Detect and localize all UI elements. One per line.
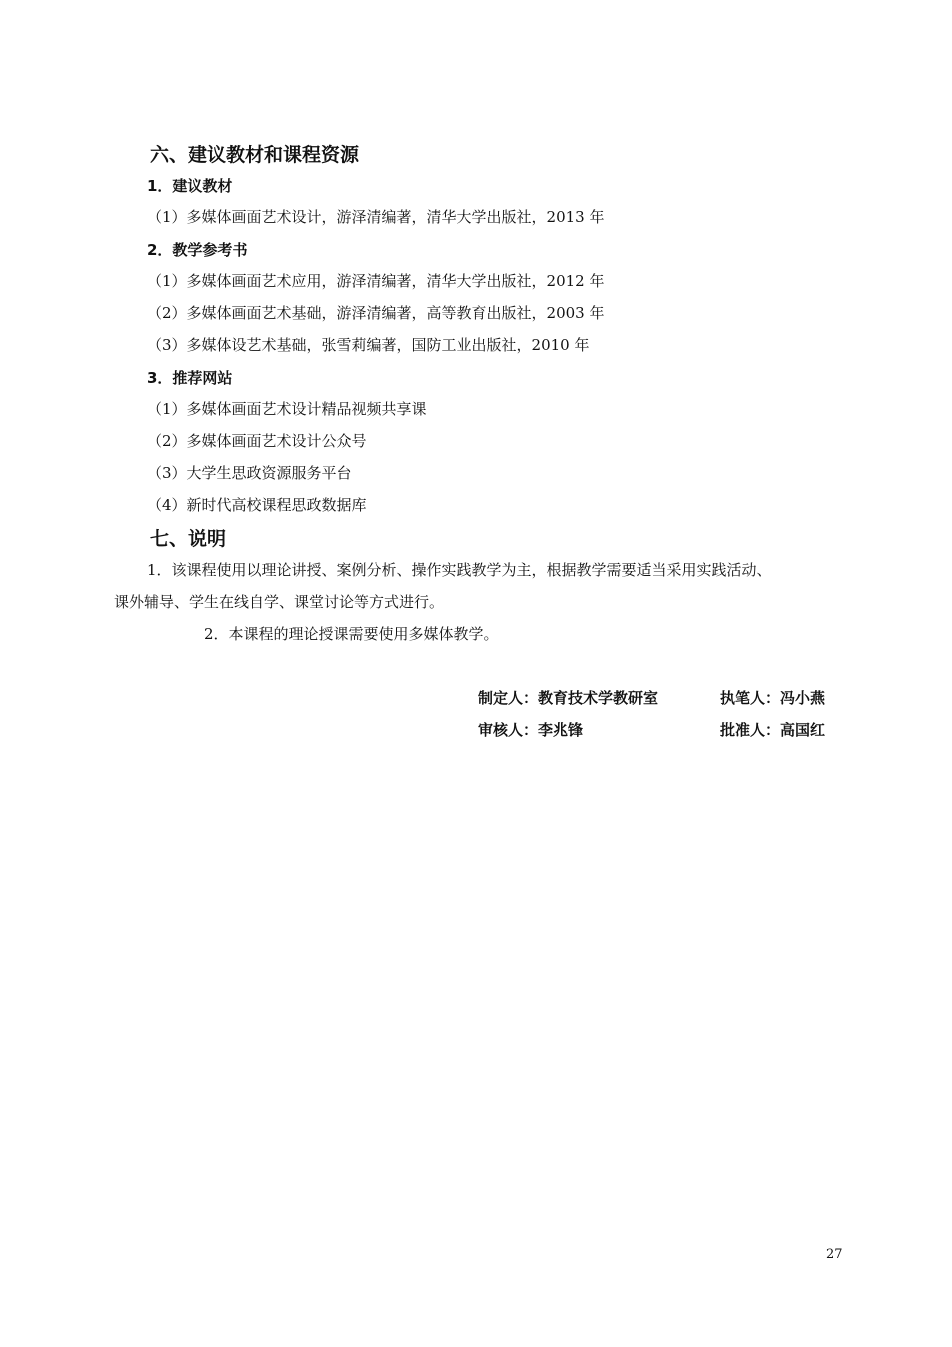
textbook-item: （1）多媒体画面艺术设计，游泽清编著，清华大学出版社，2013 年	[147, 208, 605, 226]
note-paragraph-1-continued: 课外辅导、学生在线自学、课堂讨论等方式进行。	[114, 593, 445, 611]
formulator-signature: 制定人：教育技术学教研室	[478, 689, 659, 707]
website-item: （3）大学生思政资源服务平台	[147, 464, 352, 482]
reference-item: （2）多媒体画面艺术基础，游泽清编著，高等教育出版社，2003 年	[147, 304, 605, 322]
references-heading: 2．教学参考书	[147, 241, 248, 259]
section6-title: 六、建议教材和课程资源	[150, 144, 360, 166]
note-paragraph-2: 2．本课程的理论授课需要使用多媒体教学。	[204, 625, 499, 643]
page-number: 27	[826, 1247, 843, 1262]
section7-title: 七、说明	[150, 528, 227, 550]
reference-item: （3）多媒体设艺术基础，张雪莉编著，国防工业出版社，2010 年	[147, 336, 590, 354]
reference-item: （1）多媒体画面艺术应用，游泽清编著，清华大学出版社，2012 年	[147, 272, 605, 290]
website-item: （4）新时代高校课程思政数据库	[147, 496, 367, 514]
websites-heading: 3．推荐网站	[147, 369, 233, 387]
website-item: （1）多媒体画面艺术设计精品视频共享课	[147, 400, 427, 418]
textbooks-heading: 1．建议教材	[147, 177, 233, 195]
reviewer-signature: 审核人：李兆锋	[478, 721, 584, 739]
writer-signature: 执笔人：冯小燕	[720, 689, 826, 707]
approver-signature: 批准人：高国红	[720, 721, 826, 739]
note-paragraph-1: 1．该课程使用以理论讲授、案例分析、操作实践教学为主，根据教学需要适当采用实践活动、	[147, 561, 772, 579]
website-item: （2）多媒体画面艺术设计公众号	[147, 432, 367, 450]
